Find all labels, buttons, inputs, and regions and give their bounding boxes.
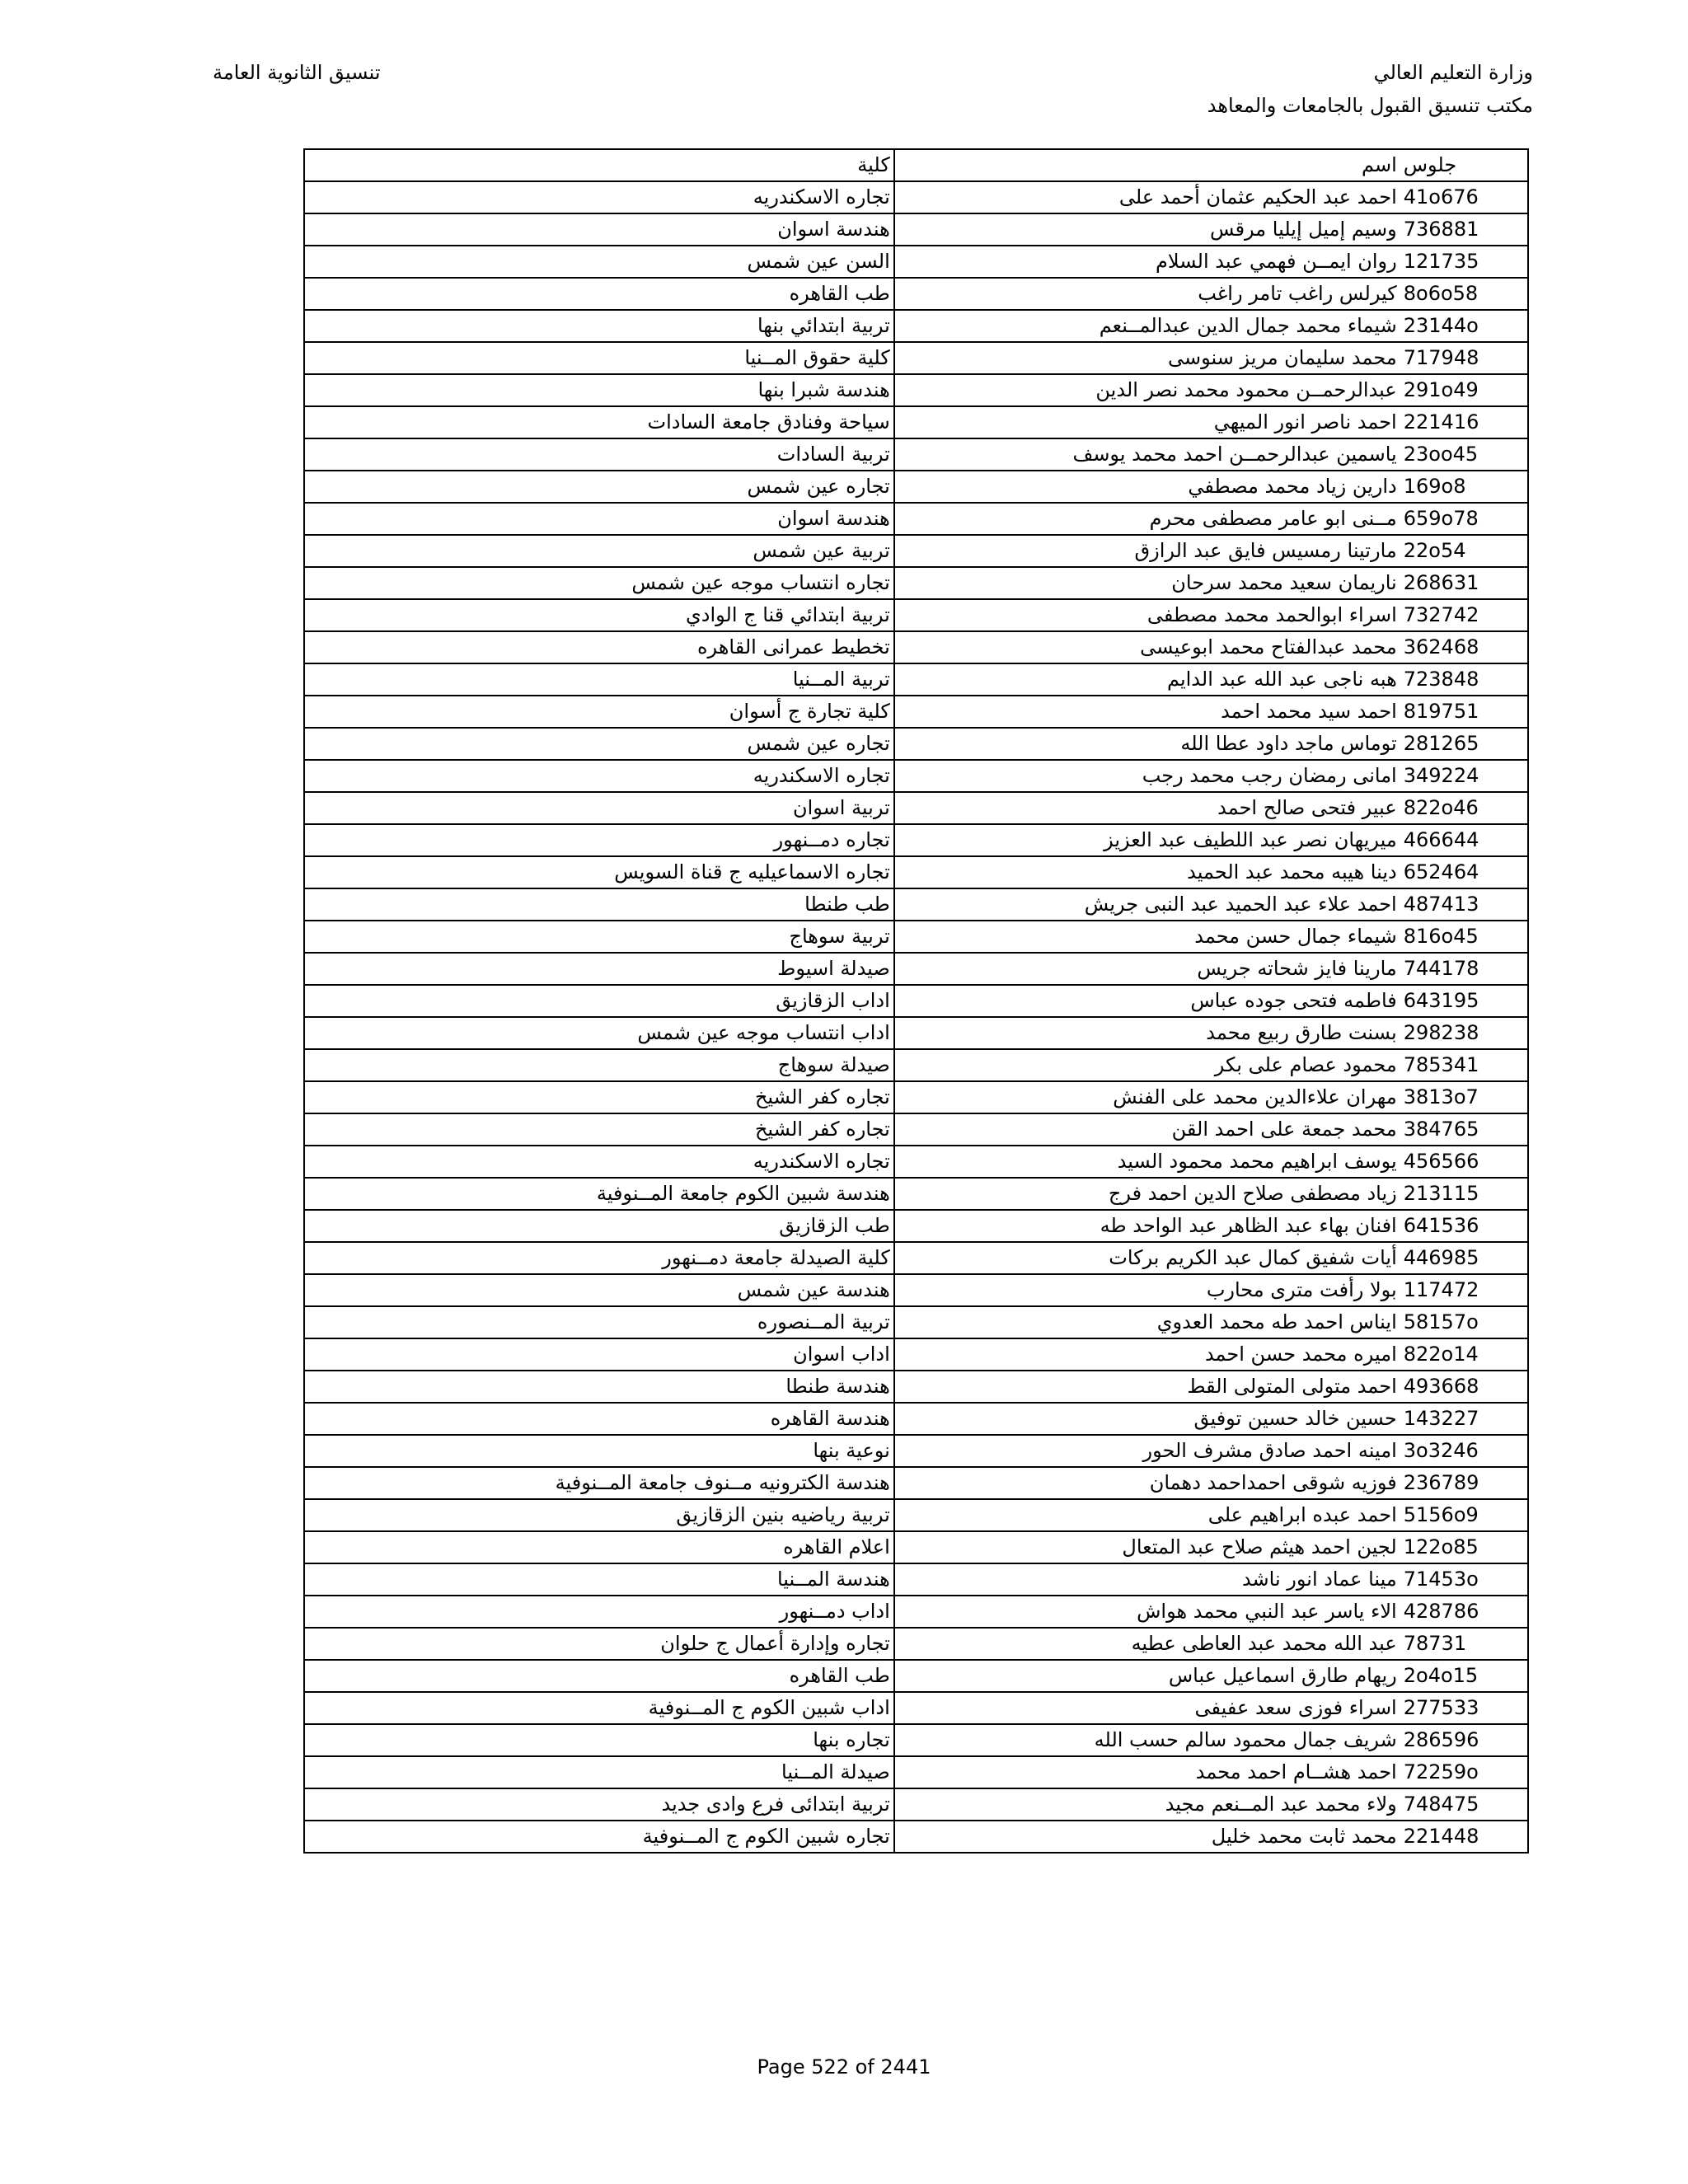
- college-cell: هندسة شبين الكوم جامعة المــنوفية: [304, 1178, 894, 1210]
- table-row: [304, 1146, 1528, 1178]
- table-row: [304, 567, 1528, 599]
- college-cell: هندسة شبرا بنها: [304, 374, 894, 406]
- table-row: [304, 1660, 1528, 1692]
- seat-cell: 428786: [1400, 1596, 1528, 1628]
- table-row: [304, 1821, 1528, 1853]
- seat-cell: 78731: [1400, 1628, 1528, 1660]
- college-cell: كلية تجارة ج أسوان: [304, 696, 894, 728]
- left-header-title: تنسيق الثانوية العامة: [213, 61, 381, 84]
- college-cell: اداب شبين الكوم ج المــنوفية: [304, 1692, 894, 1724]
- seat-cell: 362468: [1400, 631, 1528, 663]
- table-row: [304, 342, 1528, 374]
- college-cell: سياحة وفنادق جامعة السادات: [304, 406, 894, 438]
- seat-cell: 143227: [1400, 1403, 1528, 1435]
- name-cell: احمد عبده ابراهيم على: [894, 1499, 1400, 1531]
- seat-cell: 8o6o58: [1400, 278, 1528, 310]
- table-row: [304, 888, 1528, 921]
- table-row: [304, 824, 1528, 856]
- seat-cell: 349224: [1400, 760, 1528, 792]
- name-cell: احمد عبد الحكيم عثمان أحمد على: [894, 181, 1400, 213]
- name-cell: زياد مصطفى صلاح الدين احمد فرج: [894, 1178, 1400, 1210]
- seat-cell: 3813o7: [1400, 1081, 1528, 1113]
- table-row: [304, 438, 1528, 471]
- column-header-seat: جلوس: [1400, 149, 1528, 181]
- college-cell: تجاره الاسكندريه: [304, 1146, 894, 1178]
- table-row: [304, 310, 1528, 342]
- seat-cell: 221448: [1400, 1821, 1528, 1853]
- college-cell: تربية المــنصوره: [304, 1306, 894, 1338]
- name-cell: احمد هشــام احمد محمد: [894, 1756, 1400, 1788]
- name-cell: بولا رأفت مترى محارب: [894, 1274, 1400, 1306]
- table-row: [304, 1467, 1528, 1499]
- college-cell: تربية ابتدائي بنها: [304, 310, 894, 342]
- college-cell: تجاره بنها: [304, 1724, 894, 1756]
- name-cell: يوسف ابراهيم محمد محمود السيد: [894, 1146, 1400, 1178]
- table-row: [304, 471, 1528, 503]
- table-row: [304, 1178, 1528, 1210]
- college-cell: طب الزقازيق: [304, 1210, 894, 1242]
- seat-cell: 121735: [1400, 246, 1528, 278]
- name-cell: حسين خالد حسين توفيق: [894, 1403, 1400, 1435]
- seat-cell: 748475: [1400, 1788, 1528, 1821]
- name-cell: دارين زياد محمد مصطفي: [894, 471, 1400, 503]
- seat-cell: 487413: [1400, 888, 1528, 921]
- table-row: [304, 1081, 1528, 1113]
- college-cell: تربية ابتدائي قنا ج الوادي: [304, 599, 894, 631]
- college-cell: تجاره وإدارة أعمال ج حلوان: [304, 1628, 894, 1660]
- table-row: [304, 1049, 1528, 1081]
- ministry-title: وزارة التعليم العالي: [1373, 61, 1533, 84]
- college-cell: اداب الزقازيق: [304, 985, 894, 1017]
- table-row: [304, 406, 1528, 438]
- table-row: [304, 535, 1528, 567]
- college-cell: تربية السادات: [304, 438, 894, 471]
- name-cell: توماس ماجد داود عطا الله: [894, 728, 1400, 760]
- seat-cell: 291o49: [1400, 374, 1528, 406]
- name-cell: احمد متولى المتولى القط: [894, 1371, 1400, 1403]
- office-title: مكتب تنسيق القبول بالجامعات والمعاهد: [1207, 94, 1533, 117]
- college-cell: هندسة الكترونيه مــنوف جامعة المــنوفية: [304, 1467, 894, 1499]
- college-cell: تربية رياضيه بنين الزقازيق: [304, 1499, 894, 1531]
- college-cell: هندسة اسوان: [304, 213, 894, 246]
- seat-cell: 643195: [1400, 985, 1528, 1017]
- name-cell: الاء ياسر عبد النبي محمد هواش: [894, 1596, 1400, 1628]
- seat-cell: 236789: [1400, 1467, 1528, 1499]
- table-row: [304, 1210, 1528, 1242]
- college-cell: تربية سوهاج: [304, 921, 894, 953]
- seat-cell: 641536: [1400, 1210, 1528, 1242]
- name-cell: كيرلس راغب تامر راغب: [894, 278, 1400, 310]
- college-cell: طب القاهره: [304, 278, 894, 310]
- college-cell: تجاره الاسكندريه: [304, 760, 894, 792]
- seat-cell: 5156o9: [1400, 1499, 1528, 1531]
- column-header-name: اسم: [894, 149, 1400, 181]
- seat-cell: 744178: [1400, 953, 1528, 985]
- name-cell: شيماء جمال حسن محمد: [894, 921, 1400, 953]
- college-cell: تربية عين شمس: [304, 535, 894, 567]
- table-row: [304, 1371, 1528, 1403]
- college-cell: اداب انتساب موجه عين شمس: [304, 1017, 894, 1049]
- seat-cell: 286596: [1400, 1724, 1528, 1756]
- seat-cell: 659o78: [1400, 503, 1528, 535]
- table-row: [304, 1017, 1528, 1049]
- name-cell: امانى رمضان رجب محمد رجب: [894, 760, 1400, 792]
- seat-cell: 819751: [1400, 696, 1528, 728]
- column-header-college: كلية: [304, 149, 894, 181]
- name-cell: اسراء ابوالحمد محمد مصطفى: [894, 599, 1400, 631]
- name-cell: مينا عماد انور ناشد: [894, 1563, 1400, 1596]
- name-cell: عبير فتحى صالح احمد: [894, 792, 1400, 824]
- table-row: [304, 374, 1528, 406]
- college-cell: هندسة اسوان: [304, 503, 894, 535]
- table-row: [304, 1338, 1528, 1371]
- name-cell: أيات شفيق كمال عبد الكريم بركات: [894, 1242, 1400, 1274]
- table-row: [304, 696, 1528, 728]
- table-row: [304, 1531, 1528, 1563]
- name-cell: محمد جمعة على احمد القن: [894, 1113, 1400, 1146]
- college-cell: اداب دمــنهور: [304, 1596, 894, 1628]
- name-cell: عبدالرحمــن محمود محمد نصر الدين: [894, 374, 1400, 406]
- table-row: [304, 1788, 1528, 1821]
- college-cell: هندسة طنطا: [304, 1371, 894, 1403]
- name-cell: احمد سيد محمد احمد: [894, 696, 1400, 728]
- table-row: [304, 1596, 1528, 1628]
- seat-cell: 822o14: [1400, 1338, 1528, 1371]
- seat-cell: 23144o: [1400, 310, 1528, 342]
- table-row: [304, 1274, 1528, 1306]
- seat-cell: 277533: [1400, 1692, 1528, 1724]
- college-cell: هندسة المــنيا: [304, 1563, 894, 1596]
- name-cell: محمود عصام على بكر: [894, 1049, 1400, 1081]
- seat-cell: 732742: [1400, 599, 1528, 631]
- college-cell: صيدلة اسيوط: [304, 953, 894, 985]
- college-cell: هندسة عين شمس: [304, 1274, 894, 1306]
- table-row: [304, 503, 1528, 535]
- seat-cell: 169o8: [1400, 471, 1528, 503]
- seat-cell: 785341: [1400, 1049, 1528, 1081]
- seat-cell: 221416: [1400, 406, 1528, 438]
- page-number: Page 522 of 2441: [757, 2055, 931, 2079]
- college-cell: كلية الصيدلة جامعة دمــنهور: [304, 1242, 894, 1274]
- table-row: [304, 213, 1528, 246]
- seat-cell: 456566: [1400, 1146, 1528, 1178]
- name-cell: مارتينا رمسيس فايق عبد الرازق: [894, 535, 1400, 567]
- name-cell: روان ايمــن فهمي عبد السلام: [894, 246, 1400, 278]
- seat-cell: 213115: [1400, 1178, 1528, 1210]
- name-cell: شيماء محمد جمال الدين عبدالمــنعم: [894, 310, 1400, 342]
- college-cell: صيدلة المــنيا: [304, 1756, 894, 1788]
- table-row: [304, 1113, 1528, 1146]
- college-cell: تجاره شبين الكوم ج المــنوفية: [304, 1821, 894, 1853]
- table-row: [304, 728, 1528, 760]
- table-row: [304, 663, 1528, 696]
- table-row: [304, 1692, 1528, 1724]
- name-cell: هبه ناجى عبد الله عبد الدايم: [894, 663, 1400, 696]
- table-row: [304, 856, 1528, 888]
- table-row: [304, 985, 1528, 1017]
- name-cell: ايناس احمد طه محمد العدوي: [894, 1306, 1400, 1338]
- table-row: [304, 792, 1528, 824]
- table-row: [304, 278, 1528, 310]
- name-cell: عبد الله محمد عبد العاطى عطيه: [894, 1628, 1400, 1660]
- name-cell: مارينا فايز شحاته جريس: [894, 953, 1400, 985]
- seat-cell: 22o54: [1400, 535, 1528, 567]
- college-cell: طب طنطا: [304, 888, 894, 921]
- table-header-row: [304, 149, 1528, 181]
- seat-cell: 71453o: [1400, 1563, 1528, 1596]
- seat-cell: 281265: [1400, 728, 1528, 760]
- college-cell: تجاره الاسكندريه: [304, 181, 894, 213]
- seat-cell: 117472: [1400, 1274, 1528, 1306]
- table-row: [304, 1756, 1528, 1788]
- table-row: [304, 631, 1528, 663]
- seat-cell: 466644: [1400, 824, 1528, 856]
- seat-cell: 268631: [1400, 567, 1528, 599]
- college-cell: اداب اسوان: [304, 1338, 894, 1371]
- college-cell: تجاره عين شمس: [304, 728, 894, 760]
- college-cell: صيدلة سوهاج: [304, 1049, 894, 1081]
- college-cell: اعلام القاهره: [304, 1531, 894, 1563]
- table-row: [304, 1628, 1528, 1660]
- seat-cell: 723848: [1400, 663, 1528, 696]
- college-cell: تجاره الاسماعيليه ج قناة السويس: [304, 856, 894, 888]
- college-cell: نوعية بنها: [304, 1435, 894, 1467]
- table-row: [304, 1499, 1528, 1531]
- name-cell: ولاء محمد عبد المــنعم مجيد: [894, 1788, 1400, 1821]
- seat-cell: 384765: [1400, 1113, 1528, 1146]
- name-cell: اميره محمد حسن احمد: [894, 1338, 1400, 1371]
- name-cell: افنان بهاء عبد الظاهر عبد الواحد طه: [894, 1210, 1400, 1242]
- seat-cell: 816o45: [1400, 921, 1528, 953]
- name-cell: لجين احمد هيثم صلاح عبد المتعال: [894, 1531, 1400, 1563]
- seat-cell: 446985: [1400, 1242, 1528, 1274]
- name-cell: بسنت طارق ربيع محمد: [894, 1017, 1400, 1049]
- college-cell: تجاره دمــنهور: [304, 824, 894, 856]
- college-cell: تربية ابتدائى فرع وادى جديد: [304, 1788, 894, 1821]
- college-cell: تجاره عين شمس: [304, 471, 894, 503]
- name-cell: احمد علاء عبد الحميد عبد النبى جريش: [894, 888, 1400, 921]
- name-cell: فوزيه شوقى احمداحمد دهمان: [894, 1467, 1400, 1499]
- table-row: [304, 1435, 1528, 1467]
- name-cell: ريهام طارق اسماعيل عباس: [894, 1660, 1400, 1692]
- table-row: [304, 1724, 1528, 1756]
- seat-cell: 41o676: [1400, 181, 1528, 213]
- name-cell: محمد ثابت محمد خليل: [894, 1821, 1400, 1853]
- seat-cell: 822o46: [1400, 792, 1528, 824]
- name-cell: وسيم إميل إيليا مرقس: [894, 213, 1400, 246]
- seat-cell: 122o85: [1400, 1531, 1528, 1563]
- name-cell: ياسمين عبدالرحمــن احمد محمد يوسف: [894, 438, 1400, 471]
- table-row: [304, 599, 1528, 631]
- name-cell: امينه احمد صادق مشرف الحور: [894, 1435, 1400, 1467]
- name-cell: دينا هيبه محمد عبد الحميد: [894, 856, 1400, 888]
- table-row: [304, 1403, 1528, 1435]
- name-cell: ناريمان سعيد محمد سرحان: [894, 567, 1400, 599]
- table-row: [304, 953, 1528, 985]
- seat-cell: 58157o: [1400, 1306, 1528, 1338]
- table-row: [304, 181, 1528, 213]
- seat-cell: 2o4o15: [1400, 1660, 1528, 1692]
- name-cell: فاطمه فتحى جوده عباس: [894, 985, 1400, 1017]
- name-cell: مــنى ابو عامر مصطفى محرم: [894, 503, 1400, 535]
- admissions-table: [303, 148, 1529, 1854]
- college-cell: تجاره كفر الشيخ: [304, 1113, 894, 1146]
- seat-cell: 652464: [1400, 856, 1528, 888]
- name-cell: اسراء فوزى سعد عفيفى: [894, 1692, 1400, 1724]
- seat-cell: 298238: [1400, 1017, 1528, 1049]
- name-cell: مهران علاءالدين محمد على الفنش: [894, 1081, 1400, 1113]
- college-cell: تجاره انتساب موجه عين شمس: [304, 567, 894, 599]
- seat-cell: 23oo45: [1400, 438, 1528, 471]
- college-cell: تجاره كفر الشيخ: [304, 1081, 894, 1113]
- table-row: [304, 760, 1528, 792]
- college-cell: تخطيط عمرانى القاهره: [304, 631, 894, 663]
- seat-cell: 717948: [1400, 342, 1528, 374]
- college-cell: كلية حقوق المــنيا: [304, 342, 894, 374]
- seat-cell: 736881: [1400, 213, 1528, 246]
- name-cell: محمد سليمان مريز سنوسى: [894, 342, 1400, 374]
- table-row: [304, 1242, 1528, 1274]
- college-cell: السن عين شمس: [304, 246, 894, 278]
- name-cell: شريف جمال محمود سالم حسب الله: [894, 1724, 1400, 1756]
- name-cell: ميريهان نصر عبد اللطيف عبد العزيز: [894, 824, 1400, 856]
- table-row: [304, 1563, 1528, 1596]
- table-row: [304, 921, 1528, 953]
- college-cell: هندسة القاهره: [304, 1403, 894, 1435]
- seat-cell: 3o3246: [1400, 1435, 1528, 1467]
- name-cell: محمد عبدالفتاح محمد ابوعيسى: [894, 631, 1400, 663]
- college-cell: طب القاهره: [304, 1660, 894, 1692]
- college-cell: تربية المــنيا: [304, 663, 894, 696]
- name-cell: احمد ناصر انور الميهي: [894, 406, 1400, 438]
- seat-cell: 72259o: [1400, 1756, 1528, 1788]
- college-cell: تربية اسوان: [304, 792, 894, 824]
- seat-cell: 493668: [1400, 1371, 1528, 1403]
- table-row: [304, 246, 1528, 278]
- table-row: [304, 1306, 1528, 1338]
